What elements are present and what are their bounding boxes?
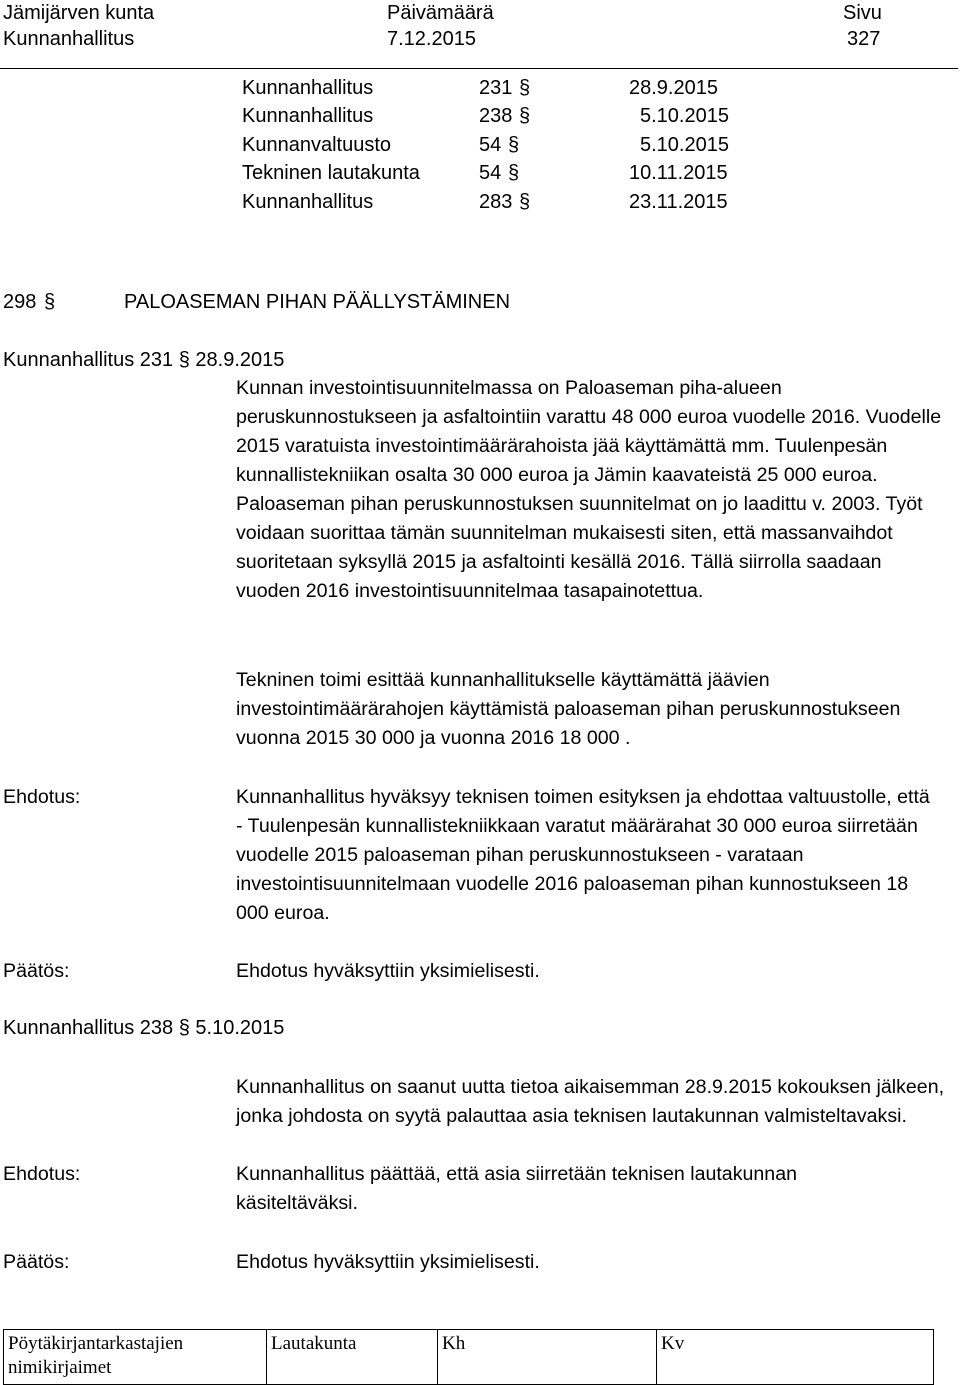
history-date: 23.11.2015 [629,191,728,213]
history-date: 5.10.2015 [640,105,729,127]
section-mark: § [508,134,520,156]
meeting1-paragraph1 [236,374,948,606]
header-page-label: Sivu [843,2,882,24]
section-mark: § [178,1017,190,1039]
section-mark: § [519,105,531,127]
footer-signature-table [3,1329,934,1385]
section-title: PALOASEMAN PIHAN PÄÄLLYSTÄMINEN [124,291,511,313]
history-organ: Kunnanhallitus [242,105,374,127]
section-number: 298 [3,291,37,313]
header-body: Kunnanhallitus [3,28,135,50]
paragraph-text: Kunnanhallitus on saanut uutta tietoa aikaisemman 28.9.2015 kokouksen jälkeen, jonka johdosta on syytä palauttaa asia teknisen lautakunnan valmisteltavaksi. [236,1076,945,1127]
history-date: 10.11.2015 [629,162,728,184]
decision-text: Ehdotus hyväksyttiin yksimielisesti. [236,960,540,982]
history-num: 238 [479,105,513,127]
proposal-text: Kunnanhallitus hyväksyy teknisen toimen esityksen ja ehdottaa valtuustolle, että - Tuulenpesän kunnallistekniikkaan varatut määrärahat 30 000 euroa siirretään vuodelle 2015 paloaseman pihan peruskunnostukseen - varataan investointisuunnitelmaan vuodelle 2016 paloaseman pihan kunnostukseen 18 000 euroa. [236,786,930,924]
history-organ: Tekninen lautakunta [242,162,420,184]
paragraph-text-a: Tekninen toimi esittää kunnanhallitukselle käyttämättä jäävien investointimäärärahojen käyttämistä paloaseman pihan peruskunnostukseen vuonna 2015 30 000 [236,669,901,749]
header-date: 7.12.2015 [387,28,476,50]
meeting1-paragraph2 [236,666,948,753]
footer-cell-board: Lautakunta [267,1330,438,1385]
decision-label: Päätös: [3,1251,70,1273]
header-rule [0,68,958,69]
section-mark: § [178,349,190,371]
footer-cell-kh: Kh [438,1330,657,1385]
history-date: 5.10.2015 [640,134,729,156]
footer-cell-reviewers: Pöytäkirjantarkastajien nimikirjaimet [4,1330,267,1385]
meeting1-heading-prefix: Kunnanhallitus 231 [3,349,174,371]
meeting2-heading-prefix: Kunnanhallitus 238 [3,1017,174,1039]
header-page: 327 [847,28,881,50]
footer-cell-kv: Kv [657,1330,934,1385]
history-date: 28.9.2015 [629,77,718,99]
section-mark: § [519,191,531,213]
meeting1-heading [3,347,284,373]
history-organ: Kunnanhallitus [242,77,374,99]
meeting2-decision [236,1248,948,1277]
section-mark: § [508,162,520,184]
header-date-label: Päivämäärä [387,2,494,24]
paragraph-text: Kunnan investointisuunnitelmassa on Paloaseman piha-alueen peruskunnostukseen ja asfaltointiin varattu 48 000 euroa vuodelle 2016. Vuodelle 2015 varatuista investointimäärärahoista jää käyttämättä mm. Tuulenpesän kunnallistekniikan osalta 30 000 euroa ja Jämin kaavateistä 25 000 euroa. Paloaseman pihan peruskunnostuksen suunnitelmat on jo laadittu v. 2003. Työt voidaan suorittaa tämän suunnitelman mukaisesti siten, että massanvaihdot suoritetaan syksyllä 2015 ja asfaltointi kesällä 2016. Tällä siirrolla saadaan vuoden 2016 investointisuunnitelmaa tasapainotettua. [236,377,942,602]
history-organ: Kunnanhallitus [242,191,374,213]
meeting2-heading [3,1015,284,1041]
history-organ: Kunnanvaltuusto [242,134,392,156]
proposal-label: Ehdotus: [3,786,81,808]
history-num: 54 [479,134,502,156]
section-mark: § [44,291,56,313]
meeting2-proposal [236,1160,886,1218]
meeting2-heading-date: 5.10.2015 [195,1017,285,1039]
history-num: 54 [479,162,502,184]
section-mark: § [519,77,531,99]
meeting2-paragraph [236,1073,948,1131]
decision-text: Ehdotus hyväksyttiin yksimielisesti. [236,1251,540,1273]
paragraph-text-end: . [625,727,631,749]
meeting1-heading-date: 28.9.2015 [195,349,285,371]
paragraph-text-mid: ja vuonna 2016 18 000 [420,727,620,749]
table-row [4,1330,934,1385]
proposal-label: Ehdotus: [3,1163,81,1185]
meeting1-decision [236,957,948,986]
proposal-text: Kunnanhallitus päättää, että asia siirretään teknisen lautakunnan käsiteltäväksi. [236,1163,797,1214]
paragraph-text [236,666,948,753]
meeting1-proposal [236,783,936,928]
header-municipality: Jämijärven kunta [3,2,155,24]
history-num: 283 [479,191,513,213]
decision-label: Päätös: [3,960,70,982]
history-num: 231 [479,77,513,99]
